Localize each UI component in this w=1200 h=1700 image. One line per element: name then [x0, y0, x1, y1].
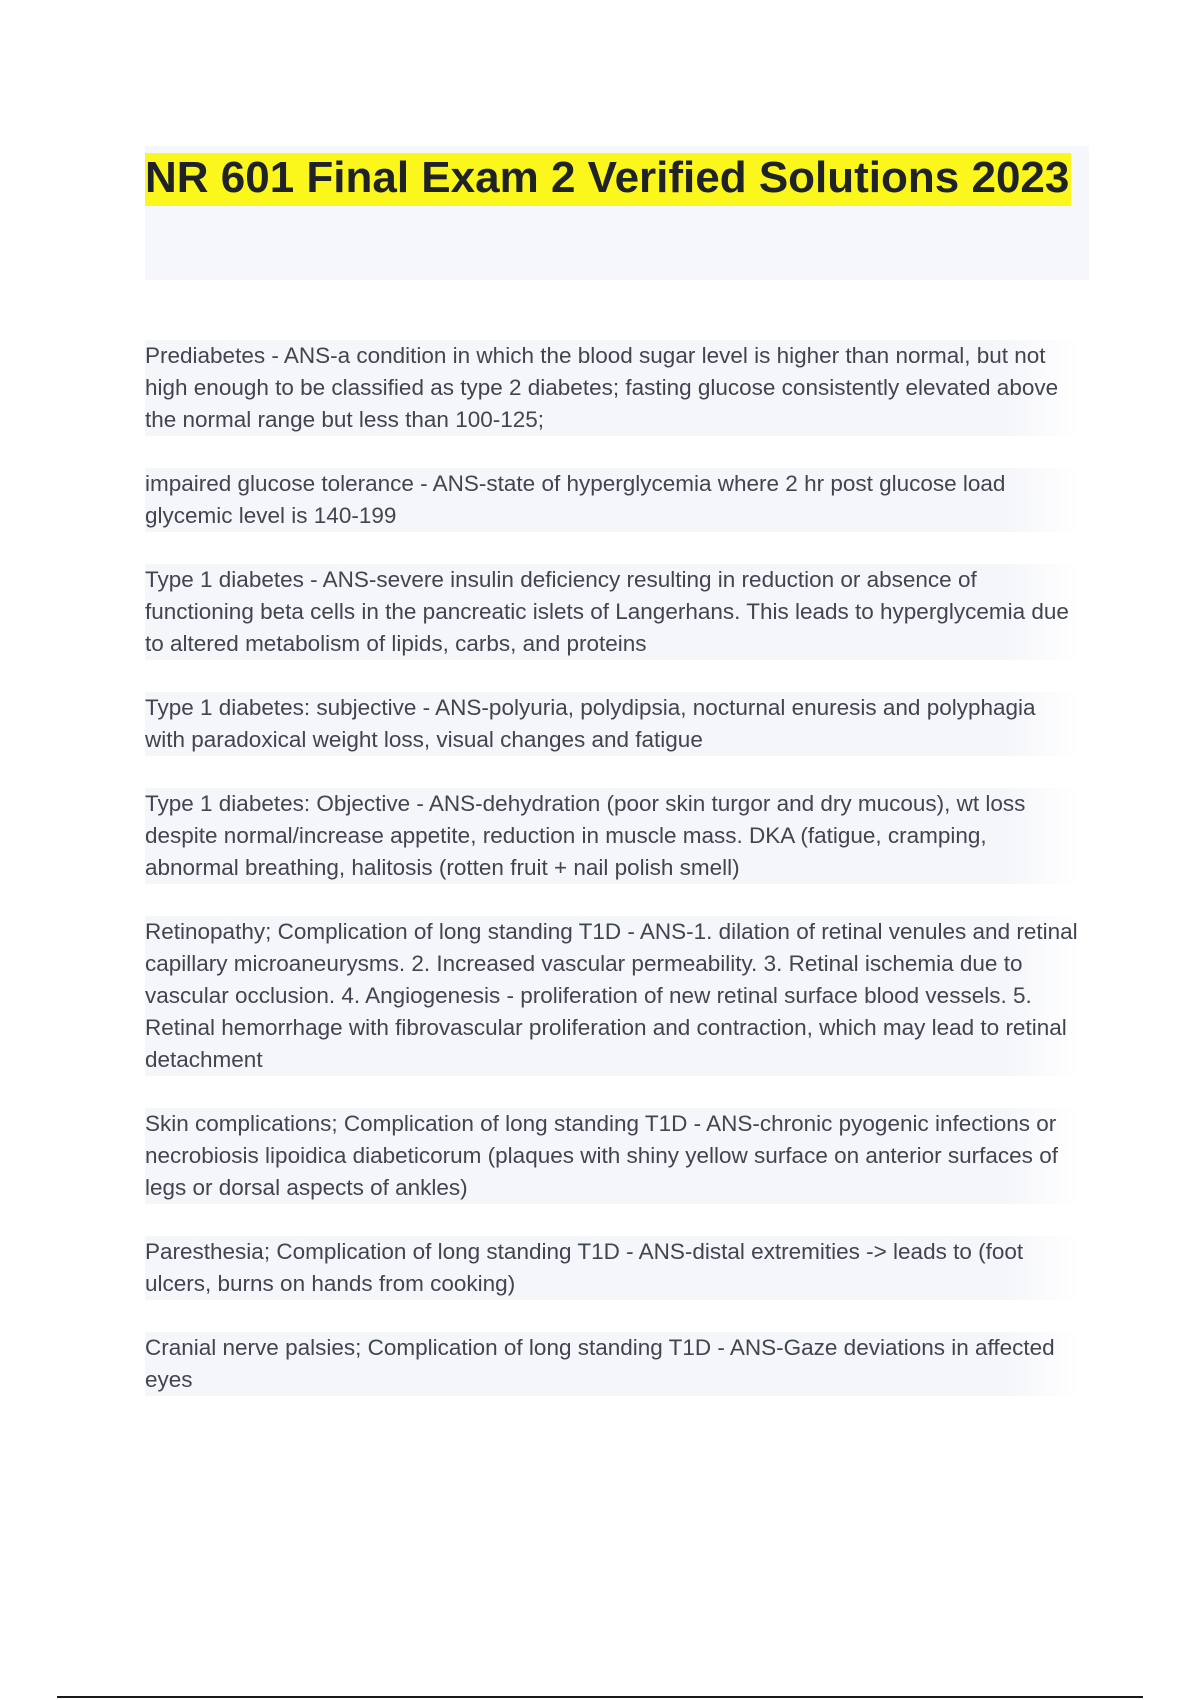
flashcard-list [145, 340, 1090, 1428]
list-item: Retinopathy; Complication of long standing T1D - ANS-1. dilation of retinal venules and retinal capillary microaneurysms. 2. Increased vascular permeability. 3. Retinal ischemia due to vascular occlusion. 4. Angiogenesis - proliferation of new retinal surface blood vessels. 5. Retinal hemorrhage with fibrovascular proliferation and contraction, which may lead to retinal detachment [145, 916, 1080, 1076]
list-item: Cranial nerve palsies; Complication of long standing T1D - ANS-Gaze deviations in affected eyes [145, 1332, 1080, 1396]
page-title [145, 146, 1089, 210]
list-item: impaired glucose tolerance - ANS-state of hyperglycemia where 2 hr post glucose load glycemic level is 140-199 [145, 468, 1080, 532]
list-item: Prediabetes - ANS-a condition in which the blood sugar level is higher than normal, but not high enough to be classified as type 2 diabetes; fasting glucose consistently elevated above the normal range but less than 100-125; [145, 340, 1080, 436]
title-block [145, 146, 1089, 280]
list-item: Paresthesia; Complication of long standing T1D - ANS-distal extremities -> leads to (foot ulcers, burns on hands from cooking) [145, 1236, 1080, 1300]
footer-divider [57, 1696, 1143, 1698]
list-item: Type 1 diabetes: subjective - ANS-polyuria, polydipsia, nocturnal enuresis and polyphagia with paradoxical weight loss, visual changes and fatigue [145, 692, 1080, 756]
list-item: Type 1 diabetes - ANS-severe insulin deficiency resulting in reduction or absence of functioning beta cells in the pancreatic islets of Langerhans. This leads to hyperglycemia due to altered metabolism of lipids, carbs, and proteins [145, 564, 1080, 660]
list-item: Skin complications; Complication of long standing T1D - ANS-chronic pyogenic infections or necrobiosis lipoidica diabeticorum (plaques with shiny yellow surface on anterior surfaces of legs or dorsal aspects of ankles) [145, 1108, 1080, 1204]
title-highlight: NR 601 Final Exam 2 Verified Solutions 2023 [145, 153, 1071, 206]
list-item: Type 1 diabetes: Objective - ANS-dehydration (poor skin turgor and dry mucous), wt loss despite normal/increase appetite, reduction in muscle mass. DKA (fatigue, cramping, abnormal breathing, halitosis (rotten fruit + nail polish smell) [145, 788, 1080, 884]
